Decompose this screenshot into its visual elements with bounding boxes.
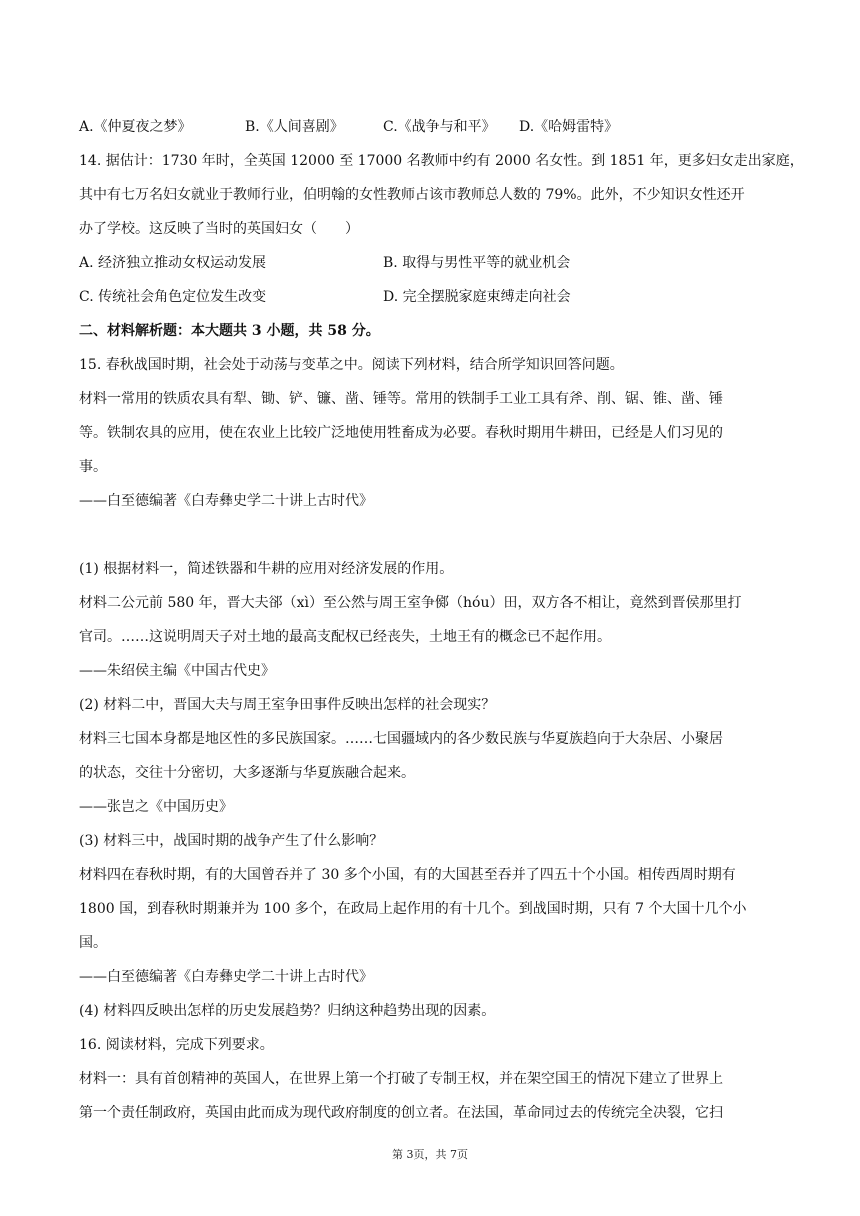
q15-material2-line: 材料二公元前 580 年，晋大夫郤（xì）至公然与周王室争鄇（hóu）田，双方各不相让，竟然到晋侯那里打 [79,595,742,611]
q16-intro: 16. 阅读材料，完成下列要求。 [79,1037,274,1053]
q14-option-b: B. 取得与男性平等的就业机会 [383,255,571,271]
q14-option-d: D. 完全摆脱家庭束缚走向社会 [383,289,571,305]
q14-options-row [79,280,783,314]
q15-material2-line: 官司。……这说明周天子对土地的最高支配权已经丧失，土地王有的概念已不起作用。 [79,629,611,645]
q15-question-3: (3) 材料三中，战国时期的战争产生了什么影响？ [79,833,384,849]
q14-stem-line: 14. 据估计：1730 年时，全英国 12000 至 17000 名教师中约有 2000 名女性。到 1851 年，更多妇女走出家庭， [79,153,804,169]
q13-options [79,110,783,144]
q16-material1-line: 材料一：具有首创精神的英国人，在世界上第一个打破了专制王权，并在架空国王的情况下建立了世界上 [79,1071,723,1087]
page-number-footer: 第 3页，共 7页 [392,1148,468,1161]
section-heading: 二、材料解析题：本大题共 3 小题，共 58 分。 [79,323,380,339]
q14-option-a: A. 经济独立推动女权运动发展 [79,255,267,271]
q15-question-2: (2) 材料二中，晋国大夫与周王室争田事件反映出怎样的社会现实？ [79,697,496,713]
q13-option-b: B.《人间喜剧》 [245,119,344,135]
q15-material1-source: ——白至德编著《白寿彝史学二十讲上古时代》 [79,493,373,509]
q15-material4-line: 材料四在春秋时期，有的大国曾吞并了 30 多个小国，有的大国甚至吞并了四五十个小国。相传西周时期有 [79,867,736,883]
q15-material3-line: 材料三七国本身都是地区性的多民族国家。……七国疆域内的各少数民族与华夏族趋向于大杂居、小聚居 [79,731,723,747]
q15-material1-line: 材料一常用的铁质农具有犁、锄、铲、镰、凿、锤等。常用的铁制手工业工具有斧、削、锯、锥、凿、锤 [79,391,723,407]
q15-material1-line: 等。铁制农具的应用，使在农业上比较广泛地使用牲畜成为必要。春秋时期用牛耕田，已经是人们习见的 [79,425,723,441]
q15-material1-line: 事。 [79,459,107,475]
q15-question-1: (1) 根据材料一，简述铁器和牛耕的应用对经济发展的作用。 [79,561,454,577]
q14-option-c: C. 传统社会角色定位发生改变 [79,289,267,305]
q15-material2-source: ——朱绍侯主编《中国古代史》 [79,663,275,679]
blank-space [79,518,783,552]
q14-stem-line: 其中有七万名妇女就业于教师行业，伯明翰的女性教师占该市教师总人数的 79%。此外，不少知识女性还开 [79,187,745,203]
q16-material1-line: 第一个责任制政府，英国由此而成为现代政府制度的创立者。在法国，革命同过去的传统完全决裂，它扫 [79,1105,723,1121]
q13-option-a: A.《仲夏夜之梦》 [79,119,192,135]
page-content [79,110,804,1130]
q15-question-4: (4) 材料四反映出怎样的历史发展趋势？归纳这种趋势出现的因素。 [79,1003,496,1019]
q15-material3-line: 的状态，交往十分密切，大多逐渐与华夏族融合起来。 [79,765,415,781]
q15-material4-source: ——白至德编著《白寿彝史学二十讲上古时代》 [79,969,373,985]
q14-stem-line: 办了学校。这反映了当时的英国妇女（ ） [79,221,359,237]
q15-material4-line: 国。 [79,935,107,951]
q13-option-c: C.《战争与和平》 [383,119,496,135]
q15-material4-line: 1800 国，到春秋时期兼并为 100 多个，在政局上起作用的有十几个。到战国时期，只有 7 个大国十几个小 [79,901,747,917]
q15-material3-source: ——张岂之《中国历史》 [79,799,233,815]
q13-option-d: D.《哈姆雷特》 [519,119,619,135]
q15-intro: 15. 春秋战国时期，社会处于动荡与变革之中。阅读下列材料，结合所学知识回答问题。 [79,357,624,373]
q14-options-row [79,246,783,280]
